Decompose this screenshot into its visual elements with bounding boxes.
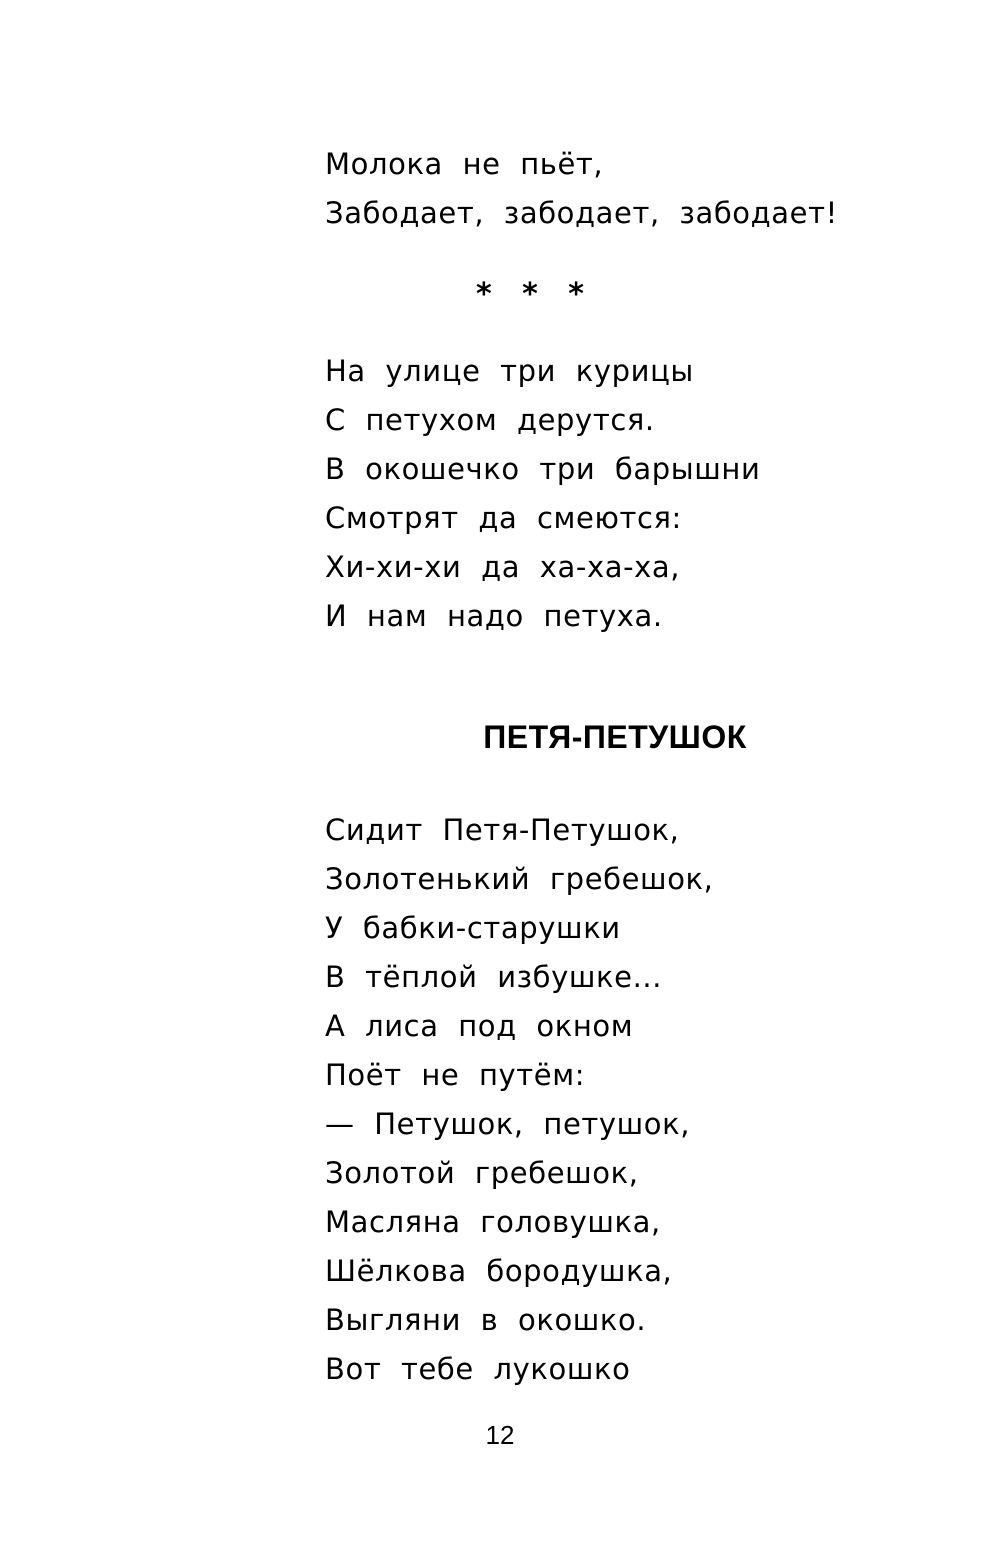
- poem-line: Смотрят да смеются:: [325, 501, 682, 535]
- poem-line: Шёлкова бородушка,: [325, 1254, 673, 1288]
- poem-line: Сидит Петя-Петушок,: [325, 813, 680, 847]
- poem-line: Вот тебе лукошко: [325, 1352, 631, 1386]
- poem-title: ПЕТЯ-ПЕТУШОК: [483, 719, 747, 755]
- poem-line: Масляна головушка,: [325, 1205, 661, 1239]
- poem-line: И нам надо петуха.: [325, 599, 663, 633]
- poem-line: Хи-хи-хи да ха-ха-ха,: [325, 550, 681, 584]
- poem-line: А лиса под окном: [325, 1009, 634, 1043]
- page-number: 12: [485, 1420, 515, 1450]
- poem-line: Молока не пьёт,: [325, 147, 604, 181]
- page-content: [325, 140, 925, 1394]
- stanza-petya-petushok: [325, 806, 925, 1394]
- stanza-bodaet: [325, 140, 925, 238]
- stanza-tri-kuricy: [325, 347, 925, 641]
- asterisk-separator: * * *: [476, 277, 594, 312]
- poem-line: В тёплой избушке...: [325, 960, 663, 994]
- poem-line: В окошечко три барышни: [325, 452, 761, 486]
- poem-line: Золотой гребешок,: [325, 1156, 639, 1190]
- poem-line: У бабки-старушки: [325, 911, 621, 945]
- poem-line: Забодает, забодает, забодает!: [325, 196, 838, 230]
- poem-line: — Петушок, петушок,: [325, 1107, 691, 1141]
- poem-line: Выгляни в окошко.: [325, 1303, 647, 1337]
- poem-line: На улице три курицы: [325, 354, 694, 388]
- poem-line: Поёт не путём:: [325, 1058, 586, 1092]
- poem-line: С петухом дерутся.: [325, 403, 655, 437]
- poem-line: Золотенький гребешок,: [325, 862, 714, 896]
